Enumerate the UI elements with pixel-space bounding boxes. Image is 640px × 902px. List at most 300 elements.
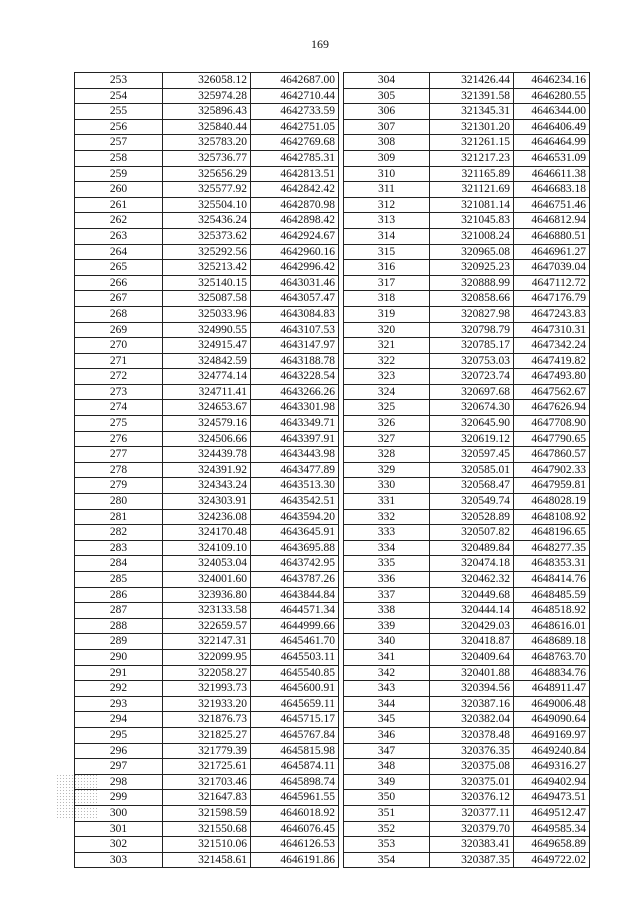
point-number-cell: 336 xyxy=(344,572,430,588)
y-coordinate-cell: 4645874.11 xyxy=(251,759,339,775)
x-coordinate-cell: 320597.45 xyxy=(430,447,514,463)
y-coordinate-cell: 4646018.92 xyxy=(251,805,339,821)
point-number-cell: 322 xyxy=(344,353,430,369)
point-number-cell: 346 xyxy=(344,727,430,743)
y-coordinate-cell: 4643057.47 xyxy=(251,291,339,307)
point-number-cell: 339 xyxy=(344,618,430,634)
point-number-cell: 259 xyxy=(75,166,163,182)
x-coordinate-cell: 320376.12 xyxy=(430,790,514,806)
point-number-cell: 348 xyxy=(344,759,430,775)
x-coordinate-cell: 320585.01 xyxy=(430,462,514,478)
point-number-cell: 298 xyxy=(75,774,163,790)
point-number-cell: 275 xyxy=(75,416,163,432)
point-number-cell: 297 xyxy=(75,759,163,775)
point-number-cell: 335 xyxy=(344,556,430,572)
y-coordinate-cell: 4646611.38 xyxy=(514,166,590,182)
point-number-cell: 317 xyxy=(344,275,430,291)
x-coordinate-cell: 320723.74 xyxy=(430,369,514,385)
y-coordinate-cell: 4648763.70 xyxy=(514,649,590,665)
y-coordinate-cell: 4643645.91 xyxy=(251,525,339,541)
table-row xyxy=(75,353,339,369)
table-row xyxy=(75,525,339,541)
x-coordinate-cell: 321876.73 xyxy=(163,712,251,728)
y-coordinate-cell: 4646683.18 xyxy=(514,182,590,198)
y-coordinate-cell: 4642842.42 xyxy=(251,182,339,198)
point-number-cell: 310 xyxy=(344,166,430,182)
x-coordinate-cell: 322058.27 xyxy=(163,665,251,681)
table-row xyxy=(75,712,339,728)
point-number-cell: 329 xyxy=(344,462,430,478)
x-coordinate-cell: 324842.59 xyxy=(163,353,251,369)
x-coordinate-cell: 326058.12 xyxy=(163,73,251,89)
table-row xyxy=(344,260,590,276)
point-number-cell: 311 xyxy=(344,182,430,198)
table-row xyxy=(75,696,339,712)
y-coordinate-cell: 4648108.92 xyxy=(514,509,590,525)
x-coordinate-cell: 321779.39 xyxy=(163,743,251,759)
y-coordinate-cell: 4643695.88 xyxy=(251,540,339,556)
point-number-cell: 258 xyxy=(75,150,163,166)
point-number-cell: 340 xyxy=(344,634,430,650)
point-number-cell: 295 xyxy=(75,727,163,743)
y-coordinate-cell: 4642813.51 xyxy=(251,166,339,182)
y-coordinate-cell: 4649402.94 xyxy=(514,774,590,790)
x-coordinate-cell: 324303.91 xyxy=(163,494,251,510)
table-row xyxy=(344,837,590,853)
table-row xyxy=(75,821,339,837)
table-row xyxy=(75,509,339,525)
point-number-cell: 323 xyxy=(344,369,430,385)
table-row xyxy=(75,400,339,416)
table-row xyxy=(75,587,339,603)
point-number-cell: 270 xyxy=(75,338,163,354)
table-row xyxy=(344,525,590,541)
point-number-cell: 264 xyxy=(75,244,163,260)
point-number-cell: 352 xyxy=(344,821,430,837)
y-coordinate-cell: 4646234.16 xyxy=(514,73,590,89)
table-row xyxy=(75,681,339,697)
x-coordinate-cell: 320507.82 xyxy=(430,525,514,541)
point-number-cell: 304 xyxy=(344,73,430,89)
y-coordinate-cell: 4643542.51 xyxy=(251,494,339,510)
table-row xyxy=(75,837,339,853)
x-coordinate-cell: 320965.08 xyxy=(430,244,514,260)
point-number-cell: 300 xyxy=(75,805,163,821)
x-coordinate-cell: 325436.24 xyxy=(163,213,251,229)
table-row xyxy=(75,73,339,89)
y-coordinate-cell: 4646531.09 xyxy=(514,150,590,166)
x-coordinate-cell: 324579.16 xyxy=(163,416,251,432)
y-coordinate-cell: 4642769.68 xyxy=(251,135,339,151)
x-coordinate-cell: 321725.61 xyxy=(163,759,251,775)
point-number-cell: 260 xyxy=(75,182,163,198)
table-row xyxy=(75,774,339,790)
table-row xyxy=(75,603,339,619)
table-row xyxy=(75,805,339,821)
x-coordinate-cell: 322099.95 xyxy=(163,649,251,665)
table-row xyxy=(75,135,339,151)
point-number-cell: 345 xyxy=(344,712,430,728)
x-coordinate-cell: 323133.58 xyxy=(163,603,251,619)
point-number-cell: 312 xyxy=(344,197,430,213)
y-coordinate-cell: 4643397.91 xyxy=(251,431,339,447)
point-number-cell: 307 xyxy=(344,119,430,135)
point-number-cell: 344 xyxy=(344,696,430,712)
y-coordinate-cell: 4649090.64 xyxy=(514,712,590,728)
x-coordinate-cell: 325896.43 xyxy=(163,104,251,120)
y-coordinate-cell: 4649658.89 xyxy=(514,837,590,853)
y-coordinate-cell: 4649512.47 xyxy=(514,805,590,821)
point-number-cell: 296 xyxy=(75,743,163,759)
table-row xyxy=(344,182,590,198)
table-row xyxy=(344,275,590,291)
point-number-cell: 334 xyxy=(344,540,430,556)
y-coordinate-cell: 4645503.11 xyxy=(251,649,339,665)
table-row xyxy=(344,712,590,728)
point-number-cell: 303 xyxy=(75,852,163,868)
x-coordinate-cell: 320888.99 xyxy=(430,275,514,291)
x-coordinate-cell: 321993.73 xyxy=(163,681,251,697)
x-coordinate-cell: 320387.35 xyxy=(430,852,514,868)
table-row xyxy=(344,306,590,322)
x-coordinate-cell: 320379.70 xyxy=(430,821,514,837)
x-coordinate-cell: 320418.87 xyxy=(430,634,514,650)
point-number-cell: 316 xyxy=(344,260,430,276)
y-coordinate-cell: 4646812.94 xyxy=(514,213,590,229)
x-coordinate-cell: 324506.66 xyxy=(163,431,251,447)
y-coordinate-cell: 4648277.35 xyxy=(514,540,590,556)
table-row xyxy=(344,774,590,790)
point-number-cell: 284 xyxy=(75,556,163,572)
y-coordinate-cell: 4643266.26 xyxy=(251,384,339,400)
y-coordinate-cell: 4648616.01 xyxy=(514,618,590,634)
point-number-cell: 306 xyxy=(344,104,430,120)
point-number-cell: 287 xyxy=(75,603,163,619)
table-row xyxy=(75,306,339,322)
table-row xyxy=(344,291,590,307)
table-row xyxy=(75,478,339,494)
table-row xyxy=(344,150,590,166)
table-row xyxy=(75,384,339,400)
x-coordinate-cell: 325140.15 xyxy=(163,275,251,291)
table-row xyxy=(75,150,339,166)
x-coordinate-cell: 325840.44 xyxy=(163,119,251,135)
point-number-cell: 302 xyxy=(75,837,163,853)
x-coordinate-cell: 324653.67 xyxy=(163,400,251,416)
x-coordinate-cell: 320429.03 xyxy=(430,618,514,634)
table-row xyxy=(75,665,339,681)
y-coordinate-cell: 4642996.42 xyxy=(251,260,339,276)
y-coordinate-cell: 4644571.34 xyxy=(251,603,339,619)
y-coordinate-cell: 4647959.81 xyxy=(514,478,590,494)
y-coordinate-cell: 4647708.90 xyxy=(514,416,590,432)
x-coordinate-cell: 320489.84 xyxy=(430,540,514,556)
point-number-cell: 289 xyxy=(75,634,163,650)
table-row xyxy=(344,213,590,229)
x-coordinate-cell: 321426.44 xyxy=(430,73,514,89)
table-row xyxy=(75,119,339,135)
point-number-cell: 325 xyxy=(344,400,430,416)
point-number-cell: 255 xyxy=(75,104,163,120)
table-row xyxy=(344,478,590,494)
y-coordinate-cell: 4649169.97 xyxy=(514,727,590,743)
table-row xyxy=(75,759,339,775)
table-row xyxy=(344,400,590,416)
table-row xyxy=(75,649,339,665)
table-row xyxy=(75,852,339,868)
table-row xyxy=(344,540,590,556)
x-coordinate-cell: 321647.83 xyxy=(163,790,251,806)
table-row xyxy=(344,649,590,665)
x-coordinate-cell: 321550.68 xyxy=(163,821,251,837)
point-number-cell: 314 xyxy=(344,228,430,244)
point-number-cell: 268 xyxy=(75,306,163,322)
y-coordinate-cell: 4646191.86 xyxy=(251,852,339,868)
point-number-cell: 308 xyxy=(344,135,430,151)
point-number-cell: 267 xyxy=(75,291,163,307)
table-row xyxy=(344,431,590,447)
point-number-cell: 286 xyxy=(75,587,163,603)
table-row xyxy=(75,462,339,478)
x-coordinate-cell: 320383.41 xyxy=(430,837,514,853)
y-coordinate-cell: 4647860.57 xyxy=(514,447,590,463)
y-coordinate-cell: 4645815.98 xyxy=(251,743,339,759)
y-coordinate-cell: 4648485.59 xyxy=(514,587,590,603)
point-number-cell: 301 xyxy=(75,821,163,837)
table-row xyxy=(75,540,339,556)
x-coordinate-cell: 320401.88 xyxy=(430,665,514,681)
y-coordinate-cell: 4645767.84 xyxy=(251,727,339,743)
point-number-cell: 280 xyxy=(75,494,163,510)
table-row xyxy=(344,369,590,385)
x-coordinate-cell: 323936.80 xyxy=(163,587,251,603)
x-coordinate-cell: 321045.83 xyxy=(430,213,514,229)
x-coordinate-cell: 320375.08 xyxy=(430,759,514,775)
x-coordinate-cell: 320462.32 xyxy=(430,572,514,588)
table-row xyxy=(344,88,590,104)
table-row xyxy=(344,509,590,525)
x-coordinate-cell: 320444.14 xyxy=(430,603,514,619)
table-row xyxy=(75,88,339,104)
point-number-cell: 278 xyxy=(75,462,163,478)
point-number-cell: 320 xyxy=(344,322,430,338)
y-coordinate-cell: 4648196.65 xyxy=(514,525,590,541)
x-coordinate-cell: 320409.64 xyxy=(430,649,514,665)
y-coordinate-cell: 4646406.49 xyxy=(514,119,590,135)
y-coordinate-cell: 4648518.92 xyxy=(514,603,590,619)
y-coordinate-cell: 4646464.99 xyxy=(514,135,590,151)
x-coordinate-cell: 321703.46 xyxy=(163,774,251,790)
y-coordinate-cell: 4642898.42 xyxy=(251,213,339,229)
table-row xyxy=(75,618,339,634)
y-coordinate-cell: 4645715.17 xyxy=(251,712,339,728)
point-number-cell: 305 xyxy=(344,88,430,104)
y-coordinate-cell: 4642870.98 xyxy=(251,197,339,213)
point-number-cell: 331 xyxy=(344,494,430,510)
point-number-cell: 277 xyxy=(75,447,163,463)
point-number-cell: 342 xyxy=(344,665,430,681)
table-row xyxy=(344,727,590,743)
y-coordinate-cell: 4649722.02 xyxy=(514,852,590,868)
y-coordinate-cell: 4647112.72 xyxy=(514,275,590,291)
table-row xyxy=(75,572,339,588)
table-row xyxy=(344,587,590,603)
y-coordinate-cell: 4645961.55 xyxy=(251,790,339,806)
coordinates-table-left xyxy=(74,72,339,868)
x-coordinate-cell: 320925.23 xyxy=(430,260,514,276)
x-coordinate-cell: 320387.16 xyxy=(430,696,514,712)
x-coordinate-cell: 321391.58 xyxy=(430,88,514,104)
point-number-cell: 354 xyxy=(344,852,430,868)
x-coordinate-cell: 320785.17 xyxy=(430,338,514,354)
point-number-cell: 256 xyxy=(75,119,163,135)
y-coordinate-cell: 4645898.74 xyxy=(251,774,339,790)
point-number-cell: 257 xyxy=(75,135,163,151)
table-row xyxy=(344,73,590,89)
point-number-cell: 276 xyxy=(75,431,163,447)
table-row xyxy=(75,338,339,354)
table-row xyxy=(75,182,339,198)
y-coordinate-cell: 4642733.59 xyxy=(251,104,339,120)
point-number-cell: 350 xyxy=(344,790,430,806)
x-coordinate-cell: 324001.60 xyxy=(163,572,251,588)
point-number-cell: 290 xyxy=(75,649,163,665)
x-coordinate-cell: 324236.08 xyxy=(163,509,251,525)
y-coordinate-cell: 4647310.31 xyxy=(514,322,590,338)
y-coordinate-cell: 4647419.82 xyxy=(514,353,590,369)
point-number-cell: 279 xyxy=(75,478,163,494)
point-number-cell: 253 xyxy=(75,73,163,89)
y-coordinate-cell: 4643594.20 xyxy=(251,509,339,525)
x-coordinate-cell: 321121.69 xyxy=(430,182,514,198)
table-row xyxy=(75,275,339,291)
x-coordinate-cell: 320619.12 xyxy=(430,431,514,447)
table-row xyxy=(344,494,590,510)
point-number-cell: 272 xyxy=(75,369,163,385)
table-row xyxy=(344,696,590,712)
table-row xyxy=(344,166,590,182)
point-number-cell: 262 xyxy=(75,213,163,229)
x-coordinate-cell: 325292.56 xyxy=(163,244,251,260)
y-coordinate-cell: 4649006.48 xyxy=(514,696,590,712)
x-coordinate-cell: 320827.98 xyxy=(430,306,514,322)
table-row xyxy=(344,681,590,697)
table-row xyxy=(75,291,339,307)
table-row xyxy=(75,244,339,260)
x-coordinate-cell: 324990.55 xyxy=(163,322,251,338)
point-number-cell: 294 xyxy=(75,712,163,728)
point-number-cell: 333 xyxy=(344,525,430,541)
y-coordinate-cell: 4643301.98 xyxy=(251,400,339,416)
x-coordinate-cell: 324170.48 xyxy=(163,525,251,541)
x-coordinate-cell: 321217.23 xyxy=(430,150,514,166)
x-coordinate-cell: 320376.35 xyxy=(430,743,514,759)
table-row xyxy=(344,618,590,634)
y-coordinate-cell: 4643443.98 xyxy=(251,447,339,463)
point-number-cell: 318 xyxy=(344,291,430,307)
page-number: 169 xyxy=(311,37,329,51)
x-coordinate-cell: 321825.27 xyxy=(163,727,251,743)
table-row xyxy=(75,228,339,244)
point-number-cell: 347 xyxy=(344,743,430,759)
x-coordinate-cell: 321458.61 xyxy=(163,852,251,868)
x-coordinate-cell: 321933.20 xyxy=(163,696,251,712)
table-row xyxy=(344,416,590,432)
x-coordinate-cell: 325656.29 xyxy=(163,166,251,182)
point-number-cell: 319 xyxy=(344,306,430,322)
point-number-cell: 326 xyxy=(344,416,430,432)
point-number-cell: 313 xyxy=(344,213,430,229)
point-number-cell: 309 xyxy=(344,150,430,166)
point-number-cell: 254 xyxy=(75,88,163,104)
y-coordinate-cell: 4643477.89 xyxy=(251,462,339,478)
point-number-cell: 349 xyxy=(344,774,430,790)
table-row xyxy=(75,447,339,463)
table-row xyxy=(344,104,590,120)
point-number-cell: 261 xyxy=(75,197,163,213)
y-coordinate-cell: 4646880.51 xyxy=(514,228,590,244)
y-coordinate-cell: 4643513.30 xyxy=(251,478,339,494)
point-number-cell: 274 xyxy=(75,400,163,416)
y-coordinate-cell: 4643228.54 xyxy=(251,369,339,385)
coordinates-table-right xyxy=(343,72,590,868)
table-row xyxy=(75,634,339,650)
y-coordinate-cell: 4648834.76 xyxy=(514,665,590,681)
x-coordinate-cell: 321008.24 xyxy=(430,228,514,244)
y-coordinate-cell: 4647493.80 xyxy=(514,369,590,385)
point-number-cell: 299 xyxy=(75,790,163,806)
y-coordinate-cell: 4648353.31 xyxy=(514,556,590,572)
x-coordinate-cell: 324109.10 xyxy=(163,540,251,556)
x-coordinate-cell: 320378.48 xyxy=(430,727,514,743)
x-coordinate-cell: 321081.14 xyxy=(430,197,514,213)
y-coordinate-cell: 4642687.00 xyxy=(251,73,339,89)
y-coordinate-cell: 4643031.46 xyxy=(251,275,339,291)
y-coordinate-cell: 4642960.16 xyxy=(251,244,339,260)
table-row xyxy=(344,119,590,135)
table-row xyxy=(344,665,590,681)
table-row xyxy=(75,322,339,338)
x-coordinate-cell: 320382.04 xyxy=(430,712,514,728)
table-row xyxy=(344,197,590,213)
table-row xyxy=(75,743,339,759)
point-number-cell: 315 xyxy=(344,244,430,260)
x-coordinate-cell: 320568.47 xyxy=(430,478,514,494)
point-number-cell: 288 xyxy=(75,618,163,634)
point-number-cell: 269 xyxy=(75,322,163,338)
table-row xyxy=(75,790,339,806)
x-coordinate-cell: 325213.42 xyxy=(163,260,251,276)
table-row xyxy=(344,603,590,619)
table-row xyxy=(344,322,590,338)
x-coordinate-cell: 325783.20 xyxy=(163,135,251,151)
y-coordinate-cell: 4647342.24 xyxy=(514,338,590,354)
point-number-cell: 271 xyxy=(75,353,163,369)
point-number-cell: 327 xyxy=(344,431,430,447)
y-coordinate-cell: 4642751.05 xyxy=(251,119,339,135)
y-coordinate-cell: 4646126.53 xyxy=(251,837,339,853)
y-coordinate-cell: 4643844.84 xyxy=(251,587,339,603)
y-coordinate-cell: 4648689.18 xyxy=(514,634,590,650)
table-row xyxy=(344,353,590,369)
table-row xyxy=(344,572,590,588)
y-coordinate-cell: 4649316.27 xyxy=(514,759,590,775)
table-row xyxy=(344,447,590,463)
point-number-cell: 330 xyxy=(344,478,430,494)
x-coordinate-cell: 320377.11 xyxy=(430,805,514,821)
y-coordinate-cell: 4642924.67 xyxy=(251,228,339,244)
table-row xyxy=(344,462,590,478)
